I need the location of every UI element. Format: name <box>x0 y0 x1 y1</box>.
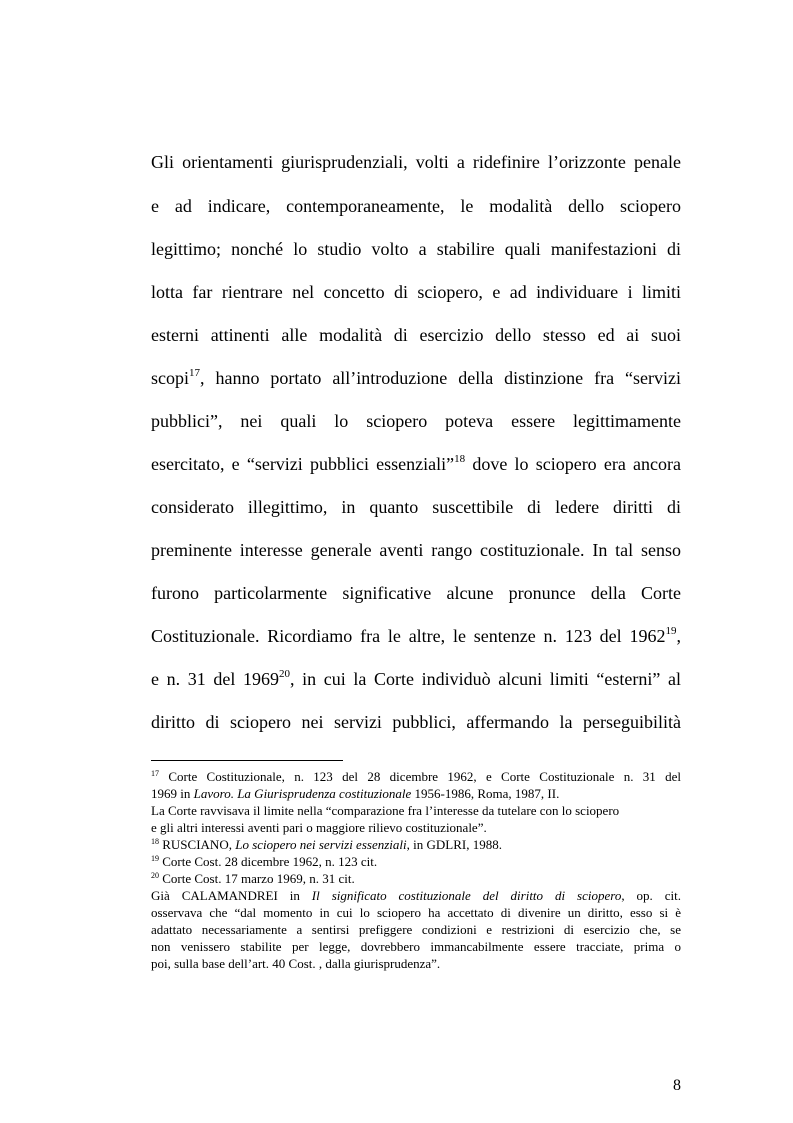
text-span: furono particolarmente significative alcune pronunce della Corte <box>151 583 681 603</box>
text-span: La Corte ravvisava il limite nella “comparazione fra l’interesse da tutelare con lo sciopero <box>151 803 620 818</box>
footnote-line <box>151 803 681 818</box>
text-span: legittimo; nonché lo studio volto a stabilire quali manifestazioni di <box>151 239 681 259</box>
body-line <box>151 324 681 346</box>
italic-title: Lavoro. La Giurisprudenza costituzionale <box>193 786 412 801</box>
text-span: Costituzionale. Ricordiamo fra le altre, le sentenze n. 123 del 1962 <box>151 626 666 646</box>
footnote-line <box>151 939 681 954</box>
footnote-ref-18[interactable]: 18 <box>454 453 466 465</box>
body-line <box>151 711 681 733</box>
footnote-ref-17[interactable]: 17 <box>189 367 200 379</box>
text-span: esterni attinenti alle modalità di esercizio dello stesso ed ai suoi <box>151 325 681 345</box>
text-span: Corte Cost. 17 marzo 1969, n. 31 cit. <box>159 871 355 886</box>
text-span: osservava che “dal momento in cui lo sciopero ha accettato di divenire un diritto, esso si è <box>151 905 681 920</box>
footnote-number: 18 <box>151 837 159 846</box>
footnote-line <box>151 956 681 971</box>
text-span: Corte Costituzionale, n. 123 del 28 dicembre 1962, e Corte Costituzionale n. 31 del <box>159 769 681 784</box>
body-line <box>151 238 681 260</box>
text-span: preminente interesse generale aventi rango costituzionale. In tal senso <box>151 540 681 560</box>
footnote-number: 19 <box>151 854 159 863</box>
text-span: dove lo sciopero era ancora <box>465 454 681 474</box>
text-span: considerato illegittimo, in quanto suscettibile di ledere diritti di <box>151 497 681 517</box>
body-line <box>151 668 681 690</box>
text-span: Gli orientamenti giurisprudenziali, volti a ridefinire l’orizzonte penale <box>151 152 681 172</box>
footnote-separator <box>151 760 343 761</box>
italic-title: Lo sciopero nei servizi essenziali <box>235 837 407 852</box>
body-line <box>151 453 681 475</box>
body-line <box>151 281 681 303</box>
text-span: lotta far rientrare nel concetto di sciopero, e ad individuare i limiti <box>151 282 681 302</box>
footnote-ref-19[interactable]: 19 <box>665 625 677 637</box>
text-span: , hanno portato all’introduzione della distinzione fra “servizi <box>200 368 681 388</box>
footnote-18 <box>151 837 681 852</box>
body-line <box>151 496 681 518</box>
body-line <box>151 539 681 561</box>
text-span: , in GDLRI, 1988. <box>406 837 502 852</box>
footnote-line <box>151 786 681 801</box>
page-number: 8 <box>673 1077 681 1094</box>
text-span: Corte Cost. 28 dicembre 1962, n. 123 cit. <box>159 854 378 869</box>
text-span: non venissero stabilite per legge, dovrebbero immancabilmente essere tracciate, prima o <box>151 939 681 954</box>
footnote-line <box>151 888 681 903</box>
text-span: Già CALAMANDREI in <box>151 888 312 903</box>
text-span: RUSCIANO, <box>159 837 236 852</box>
text-span: scopi <box>151 368 189 388</box>
footnote-line <box>151 905 681 920</box>
text-span: poi, sulla base dell’art. 40 Cost. , dalla giurisprudenza”. <box>151 956 441 971</box>
text-span: diritto di sciopero nei servizi pubblici, affermando la perseguibilità <box>151 712 681 732</box>
text-span: , in cui la Corte individuò alcuni limiti “esterni” al <box>289 669 681 689</box>
footnote-20 <box>151 871 681 886</box>
text-span: e ad indicare, contemporaneamente, le modalità dello sciopero <box>151 196 681 216</box>
body-line <box>151 151 681 173</box>
footnote-19 <box>151 854 681 869</box>
text-span: 1956-1986, Roma, 1987, II. <box>411 786 560 801</box>
body-line <box>151 625 681 647</box>
text-span: e gli altri interessi aventi pari o maggiore rilievo costituzionale”. <box>151 820 487 835</box>
text-span: esercitato, e “servizi pubblici essenziali” <box>151 454 455 474</box>
text-span: , <box>676 626 681 646</box>
body-line <box>151 410 681 432</box>
text-span: , op. cit. <box>621 888 681 903</box>
text-span: pubblici”, nei quali lo sciopero poteva essere legittimamente <box>151 411 681 431</box>
footnote-line <box>151 922 681 937</box>
body-line <box>151 582 681 604</box>
text-span: e n. 31 del 1969 <box>151 669 279 689</box>
text-span: adattato necessariamente a sentirsi prefiggere condizioni e restrizioni di esercizio che, se <box>151 922 681 937</box>
footnote-number: 20 <box>151 871 159 880</box>
body-line <box>151 367 681 389</box>
text-span: 1969 in <box>151 786 194 801</box>
footnote-17 <box>151 769 681 784</box>
italic-title: Il significato costituzionale del diritto di sciopero <box>311 888 622 903</box>
footnote-ref-20[interactable]: 20 <box>278 668 290 680</box>
footnote-line <box>151 820 681 835</box>
body-line <box>151 195 681 217</box>
footnote-number: 17 <box>151 769 159 778</box>
